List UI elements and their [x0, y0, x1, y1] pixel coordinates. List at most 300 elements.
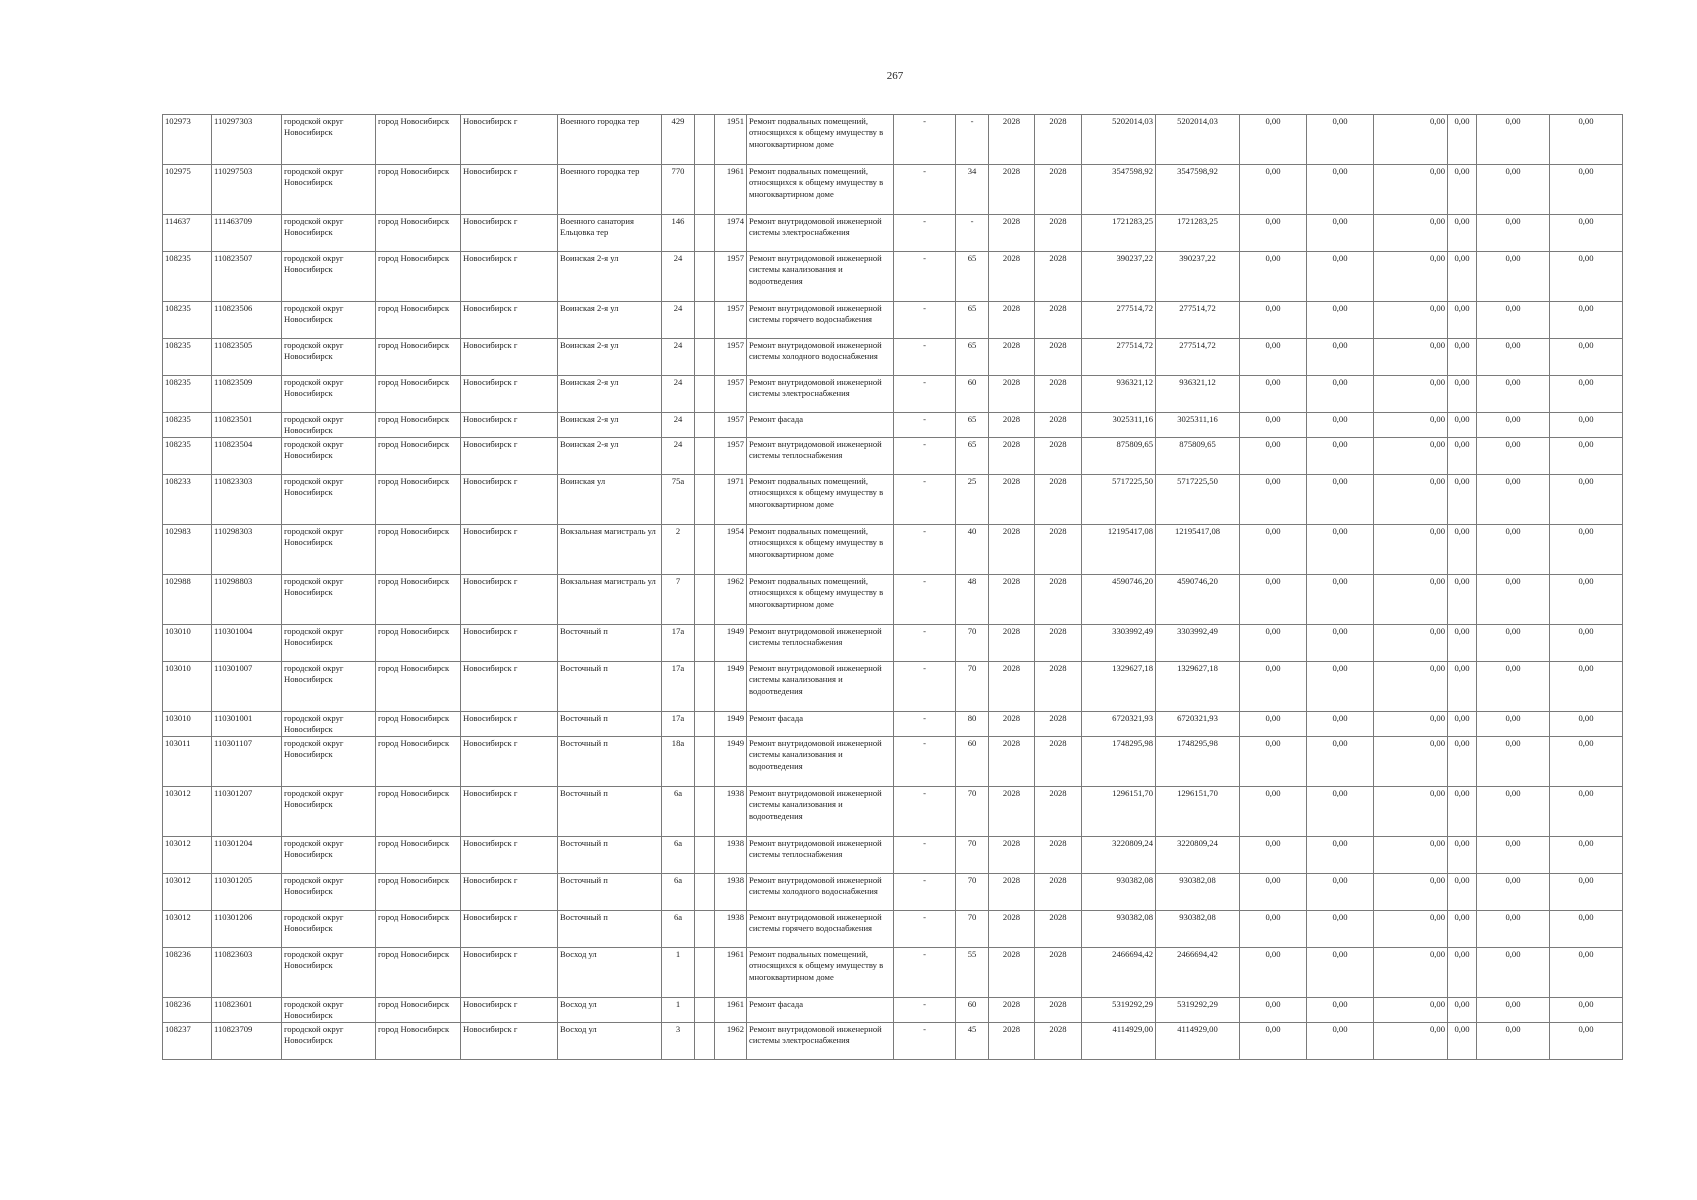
cell-building	[695, 215, 715, 252]
cell-code: 110823505	[212, 339, 282, 376]
cell-street: Восточный п	[558, 712, 662, 737]
cell-cost-total: 1329627,18	[1082, 662, 1156, 712]
cell-value-1: 0,00	[1240, 1023, 1307, 1060]
cell-city: Новосибирск г	[461, 475, 558, 525]
cell-cost-total: 390237,22	[1082, 252, 1156, 302]
cell-value-5: 0,00	[1477, 376, 1550, 413]
capital-repair-table	[162, 114, 1623, 1060]
cell-municipality: городской округ Новосибирск	[282, 376, 376, 413]
cell-year-start: 2028	[989, 302, 1035, 339]
cell-cost-total: 4590746,20	[1082, 575, 1156, 625]
cell-id: 103010	[163, 662, 212, 712]
cell-code: 110301004	[212, 625, 282, 662]
cell-city: Новосибирск г	[461, 339, 558, 376]
cell-cost-total: 3303992,49	[1082, 625, 1156, 662]
cell-value-6: 0,00	[1550, 115, 1623, 165]
cell-year-end: 2028	[1035, 948, 1082, 998]
cell-value-2: 0,00	[1307, 575, 1374, 625]
cell-city: Новосибирск г	[461, 302, 558, 339]
cell-settlement: город Новосибирск	[376, 837, 461, 874]
cell-municipality: городской округ Новосибирск	[282, 874, 376, 911]
table-row	[163, 413, 1623, 438]
cell-col-a: -	[894, 998, 956, 1023]
cell-settlement: город Новосибирск	[376, 475, 461, 525]
cell-value-5: 0,00	[1477, 475, 1550, 525]
cell-house: 6а	[662, 874, 695, 911]
cell-building	[695, 998, 715, 1023]
cell-value-1: 0,00	[1240, 787, 1307, 837]
cell-code: 110297503	[212, 165, 282, 215]
table-row	[163, 252, 1623, 302]
cell-value-6: 0,00	[1550, 165, 1623, 215]
cell-year-end: 2028	[1035, 662, 1082, 712]
cell-code: 110301001	[212, 712, 282, 737]
cell-year: 1949	[715, 625, 747, 662]
cell-cost-total: 1296151,70	[1082, 787, 1156, 837]
cell-year-end: 2028	[1035, 525, 1082, 575]
cell-col-b: 65	[956, 252, 989, 302]
cell-cost-total: 3547598,92	[1082, 165, 1156, 215]
cell-value-4: 0,00	[1448, 998, 1477, 1023]
cell-year-end: 2028	[1035, 115, 1082, 165]
cell-cost-total: 5202014,03	[1082, 115, 1156, 165]
cell-year: 1961	[715, 165, 747, 215]
cell-value-3: 0,00	[1374, 737, 1448, 787]
cell-municipality: городской округ Новосибирск	[282, 215, 376, 252]
cell-house: 1	[662, 948, 695, 998]
cell-value-1: 0,00	[1240, 302, 1307, 339]
cell-code: 110301107	[212, 737, 282, 787]
cell-year-start: 2028	[989, 712, 1035, 737]
cell-value-3: 0,00	[1374, 874, 1448, 911]
cell-cost-fund: 1748295,98	[1156, 737, 1240, 787]
cell-year-start: 2028	[989, 625, 1035, 662]
cell-municipality: городской округ Новосибирск	[282, 475, 376, 525]
cell-building	[695, 252, 715, 302]
cell-id: 108235	[163, 302, 212, 339]
cell-settlement: город Новосибирск	[376, 1023, 461, 1060]
cell-value-5: 0,00	[1477, 165, 1550, 215]
cell-cost-fund: 4590746,20	[1156, 575, 1240, 625]
cell-settlement: город Новосибирск	[376, 712, 461, 737]
cell-city: Новосибирск г	[461, 837, 558, 874]
cell-value-4: 0,00	[1448, 376, 1477, 413]
cell-house: 6а	[662, 911, 695, 948]
cell-year: 1938	[715, 787, 747, 837]
cell-settlement: город Новосибирск	[376, 662, 461, 712]
cell-work-type: Ремонт фасада	[747, 712, 894, 737]
cell-municipality: городской округ Новосибирск	[282, 413, 376, 438]
cell-municipality: городской округ Новосибирск	[282, 737, 376, 787]
cell-value-4: 0,00	[1448, 625, 1477, 662]
cell-house: 17а	[662, 712, 695, 737]
cell-code: 110823501	[212, 413, 282, 438]
cell-value-2: 0,00	[1307, 115, 1374, 165]
cell-cost-fund: 930382,08	[1156, 911, 1240, 948]
cell-col-b: 70	[956, 874, 989, 911]
cell-city: Новосибирск г	[461, 712, 558, 737]
cell-value-5: 0,00	[1477, 948, 1550, 998]
cell-value-4: 0,00	[1448, 874, 1477, 911]
cell-house: 7	[662, 575, 695, 625]
cell-value-5: 0,00	[1477, 115, 1550, 165]
cell-cost-total: 277514,72	[1082, 302, 1156, 339]
cell-year-end: 2028	[1035, 998, 1082, 1023]
cell-value-3: 0,00	[1374, 837, 1448, 874]
cell-value-5: 0,00	[1477, 737, 1550, 787]
cell-year: 1957	[715, 252, 747, 302]
cell-value-3: 0,00	[1374, 712, 1448, 737]
table-row	[163, 998, 1623, 1023]
cell-value-6: 0,00	[1550, 948, 1623, 998]
cell-value-4: 0,00	[1448, 302, 1477, 339]
table-row	[163, 438, 1623, 475]
cell-value-1: 0,00	[1240, 712, 1307, 737]
cell-id: 102975	[163, 165, 212, 215]
cell-value-4: 0,00	[1448, 475, 1477, 525]
table-row	[163, 525, 1623, 575]
cell-col-a: -	[894, 215, 956, 252]
cell-house: 6а	[662, 837, 695, 874]
cell-year: 1957	[715, 376, 747, 413]
cell-year-start: 2028	[989, 475, 1035, 525]
cell-building	[695, 438, 715, 475]
cell-work-type: Ремонт внутридомовой инженерной системы электроснабжения	[747, 376, 894, 413]
cell-cost-fund: 3303992,49	[1156, 625, 1240, 662]
cell-col-a: -	[894, 376, 956, 413]
table-row	[163, 787, 1623, 837]
cell-cost-total: 4114929,00	[1082, 1023, 1156, 1060]
cell-col-b: 48	[956, 575, 989, 625]
cell-cost-fund: 6720321,93	[1156, 712, 1240, 737]
cell-municipality: городской округ Новосибирск	[282, 787, 376, 837]
cell-settlement: город Новосибирск	[376, 302, 461, 339]
cell-code: 110301007	[212, 662, 282, 712]
cell-year-start: 2028	[989, 438, 1035, 475]
cell-id: 108235	[163, 376, 212, 413]
cell-municipality: городской округ Новосибирск	[282, 438, 376, 475]
table-row	[163, 625, 1623, 662]
cell-house: 24	[662, 339, 695, 376]
page-number: 267	[886, 70, 904, 82]
cell-municipality: городской округ Новосибирск	[282, 165, 376, 215]
cell-year-start: 2028	[989, 787, 1035, 837]
cell-value-5: 0,00	[1477, 998, 1550, 1023]
cell-settlement: город Новосибирск	[376, 625, 461, 662]
cell-value-4: 0,00	[1448, 911, 1477, 948]
cell-year-start: 2028	[989, 837, 1035, 874]
cell-code: 110823509	[212, 376, 282, 413]
cell-value-2: 0,00	[1307, 215, 1374, 252]
cell-house: 2	[662, 525, 695, 575]
cell-value-5: 0,00	[1477, 438, 1550, 475]
cell-municipality: городской округ Новосибирск	[282, 625, 376, 662]
cell-year: 1951	[715, 115, 747, 165]
cell-value-1: 0,00	[1240, 525, 1307, 575]
cell-cost-fund: 875809,65	[1156, 438, 1240, 475]
cell-cost-total: 277514,72	[1082, 339, 1156, 376]
cell-value-3: 0,00	[1374, 413, 1448, 438]
table-row	[163, 874, 1623, 911]
cell-street: Восточный п	[558, 911, 662, 948]
cell-value-2: 0,00	[1307, 911, 1374, 948]
cell-year: 1949	[715, 662, 747, 712]
cell-cost-fund: 2466694,42	[1156, 948, 1240, 998]
cell-settlement: город Новосибирск	[376, 413, 461, 438]
cell-municipality: городской округ Новосибирск	[282, 712, 376, 737]
cell-work-type: Ремонт внутридомовой инженерной системы холодного водоснабжения	[747, 339, 894, 376]
cell-city: Новосибирск г	[461, 438, 558, 475]
cell-work-type: Ремонт подвальных помещений, относящихся к общему имуществу в многоквартирном доме	[747, 115, 894, 165]
cell-code: 110301205	[212, 874, 282, 911]
cell-id: 114637	[163, 215, 212, 252]
cell-work-type: Ремонт подвальных помещений, относящихся к общему имуществу в многоквартирном доме	[747, 165, 894, 215]
cell-street: Восход ул	[558, 1023, 662, 1060]
table-row	[163, 115, 1623, 165]
cell-cost-total: 2466694,42	[1082, 948, 1156, 998]
cell-cost-fund: 5202014,03	[1156, 115, 1240, 165]
cell-value-1: 0,00	[1240, 438, 1307, 475]
cell-work-type: Ремонт внутридомовой инженерной системы теплоснабжения	[747, 438, 894, 475]
cell-value-2: 0,00	[1307, 837, 1374, 874]
cell-col-b: 60	[956, 376, 989, 413]
cell-year: 1949	[715, 737, 747, 787]
cell-value-1: 0,00	[1240, 115, 1307, 165]
cell-code: 110298303	[212, 525, 282, 575]
cell-value-4: 0,00	[1448, 948, 1477, 998]
cell-building	[695, 475, 715, 525]
cell-value-1: 0,00	[1240, 413, 1307, 438]
cell-work-type: Ремонт внутридомовой инженерной системы электроснабжения	[747, 215, 894, 252]
cell-id: 108237	[163, 1023, 212, 1060]
cell-value-4: 0,00	[1448, 115, 1477, 165]
cell-work-type: Ремонт подвальных помещений, относящихся к общему имуществу в многоквартирном доме	[747, 475, 894, 525]
table-body	[163, 115, 1623, 1060]
cell-value-3: 0,00	[1374, 165, 1448, 215]
cell-street: Воинская 2-я ул	[558, 339, 662, 376]
cell-col-b: 65	[956, 339, 989, 376]
cell-house: 24	[662, 302, 695, 339]
cell-work-type: Ремонт внутридомовой инженерной системы канализования и водоотведения	[747, 662, 894, 712]
cell-value-5: 0,00	[1477, 1023, 1550, 1060]
cell-col-a: -	[894, 115, 956, 165]
cell-year-start: 2028	[989, 115, 1035, 165]
cell-street: Восточный п	[558, 787, 662, 837]
cell-year: 1957	[715, 438, 747, 475]
table-row	[163, 911, 1623, 948]
cell-value-2: 0,00	[1307, 525, 1374, 575]
cell-col-b: 34	[956, 165, 989, 215]
cell-house: 24	[662, 252, 695, 302]
cell-settlement: город Новосибирск	[376, 525, 461, 575]
cell-value-6: 0,00	[1550, 252, 1623, 302]
cell-cost-fund: 3220809,24	[1156, 837, 1240, 874]
cell-year: 1961	[715, 948, 747, 998]
cell-cost-fund: 3547598,92	[1156, 165, 1240, 215]
cell-city: Новосибирск г	[461, 1023, 558, 1060]
cell-col-a: -	[894, 165, 956, 215]
cell-year-end: 2028	[1035, 837, 1082, 874]
cell-year-start: 2028	[989, 215, 1035, 252]
cell-cost-total: 936321,12	[1082, 376, 1156, 413]
cell-col-b: 70	[956, 625, 989, 662]
cell-id: 108235	[163, 413, 212, 438]
cell-code: 110301207	[212, 787, 282, 837]
cell-house: 24	[662, 413, 695, 438]
cell-col-b: -	[956, 215, 989, 252]
cell-value-5: 0,00	[1477, 413, 1550, 438]
cell-value-6: 0,00	[1550, 339, 1623, 376]
cell-value-4: 0,00	[1448, 215, 1477, 252]
cell-value-6: 0,00	[1550, 712, 1623, 737]
cell-street: Военного городка тер	[558, 115, 662, 165]
cell-settlement: город Новосибирск	[376, 376, 461, 413]
cell-value-1: 0,00	[1240, 165, 1307, 215]
cell-house: 429	[662, 115, 695, 165]
cell-work-type: Ремонт внутридомовой инженерной системы электроснабжения	[747, 1023, 894, 1060]
cell-work-type: Ремонт внутридомовой инженерной системы горячего водоснабжения	[747, 911, 894, 948]
cell-city: Новосибирск г	[461, 625, 558, 662]
cell-value-2: 0,00	[1307, 339, 1374, 376]
cell-year-end: 2028	[1035, 874, 1082, 911]
cell-id: 103012	[163, 911, 212, 948]
cell-street: Военного санатория Ельцовка тер	[558, 215, 662, 252]
cell-cost-total: 1748295,98	[1082, 737, 1156, 787]
cell-id: 103010	[163, 625, 212, 662]
cell-value-1: 0,00	[1240, 662, 1307, 712]
cell-col-a: -	[894, 438, 956, 475]
cell-col-a: -	[894, 737, 956, 787]
cell-value-2: 0,00	[1307, 413, 1374, 438]
cell-settlement: город Новосибирск	[376, 252, 461, 302]
cell-col-b: 60	[956, 737, 989, 787]
cell-city: Новосибирск г	[461, 911, 558, 948]
cell-house: 18а	[662, 737, 695, 787]
cell-settlement: город Новосибирск	[376, 438, 461, 475]
table-row	[163, 837, 1623, 874]
cell-city: Новосибирск г	[461, 948, 558, 998]
cell-value-4: 0,00	[1448, 787, 1477, 837]
cell-code: 110298803	[212, 575, 282, 625]
cell-year-start: 2028	[989, 339, 1035, 376]
table-row	[163, 948, 1623, 998]
cell-value-6: 0,00	[1550, 662, 1623, 712]
cell-year: 1962	[715, 1023, 747, 1060]
cell-year: 1954	[715, 525, 747, 575]
cell-col-a: -	[894, 662, 956, 712]
cell-value-2: 0,00	[1307, 252, 1374, 302]
cell-year-end: 2028	[1035, 252, 1082, 302]
cell-value-4: 0,00	[1448, 712, 1477, 737]
cell-year-end: 2028	[1035, 575, 1082, 625]
cell-municipality: городской округ Новосибирск	[282, 575, 376, 625]
cell-city: Новосибирск г	[461, 662, 558, 712]
cell-value-3: 0,00	[1374, 575, 1448, 625]
cell-building	[695, 165, 715, 215]
cell-street: Восточный п	[558, 874, 662, 911]
cell-col-b: 55	[956, 948, 989, 998]
cell-value-6: 0,00	[1550, 911, 1623, 948]
cell-year-end: 2028	[1035, 165, 1082, 215]
cell-value-5: 0,00	[1477, 911, 1550, 948]
cell-col-a: -	[894, 874, 956, 911]
cell-work-type: Ремонт внутридомовой инженерной системы канализования и водоотведения	[747, 252, 894, 302]
cell-year-start: 2028	[989, 998, 1035, 1023]
cell-value-5: 0,00	[1477, 712, 1550, 737]
cell-cost-fund: 390237,22	[1156, 252, 1240, 302]
cell-value-3: 0,00	[1374, 302, 1448, 339]
cell-city: Новосибирск г	[461, 787, 558, 837]
cell-value-2: 0,00	[1307, 625, 1374, 662]
table-row	[163, 712, 1623, 737]
cell-value-5: 0,00	[1477, 215, 1550, 252]
table-row	[163, 662, 1623, 712]
cell-value-2: 0,00	[1307, 165, 1374, 215]
cell-building	[695, 625, 715, 662]
cell-id: 108235	[163, 339, 212, 376]
cell-cost-fund: 12195417,08	[1156, 525, 1240, 575]
cell-street: Восход ул	[558, 998, 662, 1023]
cell-cost-fund: 1721283,25	[1156, 215, 1240, 252]
cell-id: 108235	[163, 252, 212, 302]
cell-year-start: 2028	[989, 662, 1035, 712]
cell-value-5: 0,00	[1477, 575, 1550, 625]
cell-cost-total: 5717225,50	[1082, 475, 1156, 525]
cell-year-start: 2028	[989, 525, 1035, 575]
cell-year: 1949	[715, 712, 747, 737]
cell-settlement: город Новосибирск	[376, 911, 461, 948]
cell-year-end: 2028	[1035, 339, 1082, 376]
table-row	[163, 215, 1623, 252]
table-row	[163, 1023, 1623, 1060]
cell-street: Военного городка тер	[558, 165, 662, 215]
cell-city: Новосибирск г	[461, 165, 558, 215]
cell-house: 24	[662, 376, 695, 413]
cell-value-3: 0,00	[1374, 948, 1448, 998]
cell-col-a: -	[894, 252, 956, 302]
cell-street: Восточный п	[558, 662, 662, 712]
cell-house: 1	[662, 998, 695, 1023]
cell-cost-fund: 3025311,16	[1156, 413, 1240, 438]
cell-code: 110823603	[212, 948, 282, 998]
cell-building	[695, 737, 715, 787]
cell-cost-total: 12195417,08	[1082, 525, 1156, 575]
cell-col-a: -	[894, 575, 956, 625]
cell-col-b: 70	[956, 662, 989, 712]
cell-value-1: 0,00	[1240, 575, 1307, 625]
cell-id: 102983	[163, 525, 212, 575]
cell-col-b: 60	[956, 998, 989, 1023]
cell-col-a: -	[894, 712, 956, 737]
cell-value-3: 0,00	[1374, 252, 1448, 302]
cell-building	[695, 575, 715, 625]
cell-id: 102988	[163, 575, 212, 625]
cell-settlement: город Новосибирск	[376, 998, 461, 1023]
cell-building	[695, 376, 715, 413]
cell-value-3: 0,00	[1374, 911, 1448, 948]
cell-value-1: 0,00	[1240, 911, 1307, 948]
cell-work-type: Ремонт внутридомовой инженерной системы канализования и водоотведения	[747, 737, 894, 787]
cell-value-2: 0,00	[1307, 1023, 1374, 1060]
cell-work-type: Ремонт подвальных помещений, относящихся к общему имуществу в многоквартирном доме	[747, 575, 894, 625]
cell-settlement: город Новосибирск	[376, 339, 461, 376]
cell-value-5: 0,00	[1477, 874, 1550, 911]
cell-street: Воинская 2-я ул	[558, 302, 662, 339]
cell-value-6: 0,00	[1550, 625, 1623, 662]
cell-value-4: 0,00	[1448, 339, 1477, 376]
cell-value-4: 0,00	[1448, 525, 1477, 575]
cell-municipality: городской округ Новосибирск	[282, 948, 376, 998]
